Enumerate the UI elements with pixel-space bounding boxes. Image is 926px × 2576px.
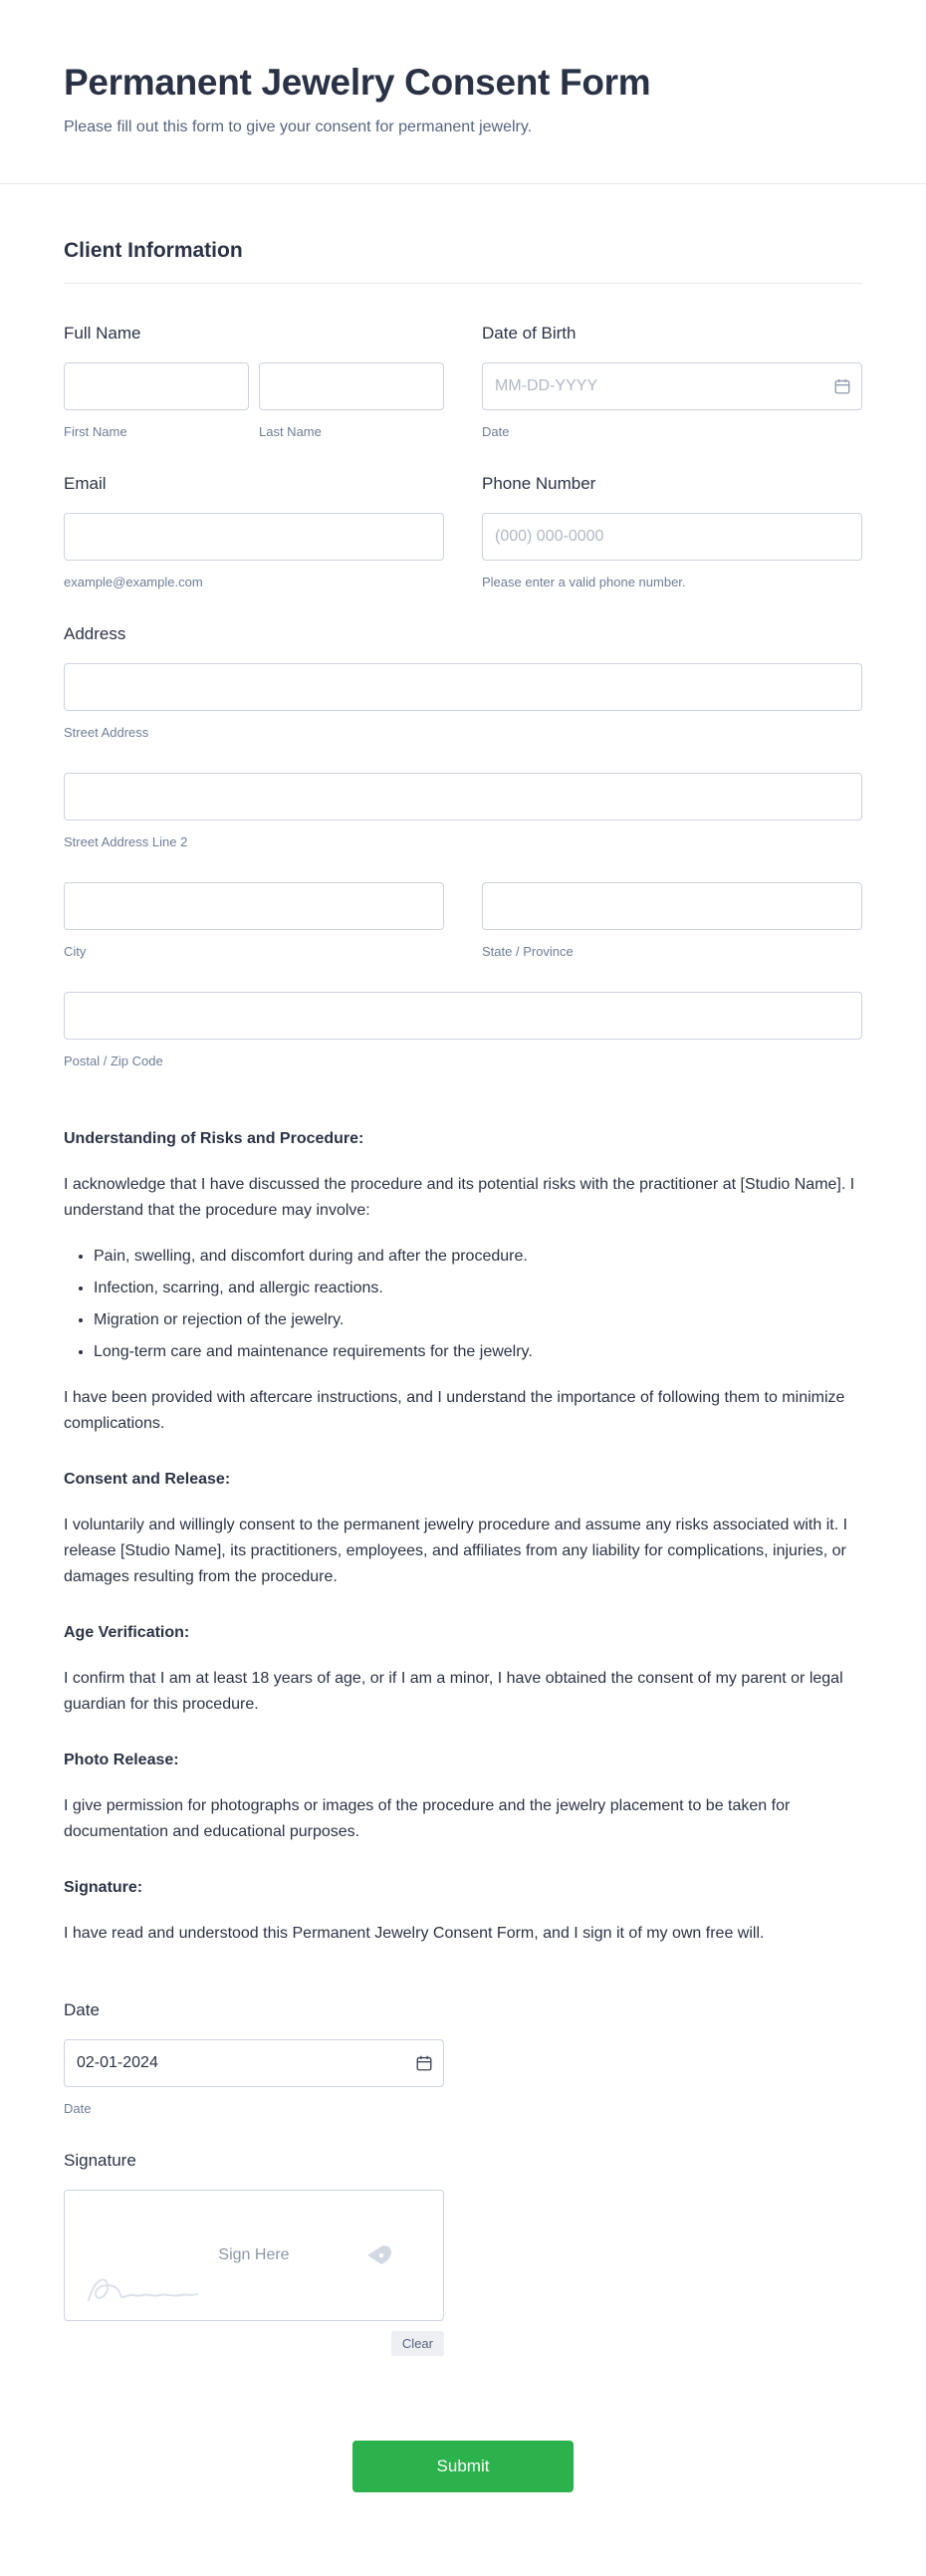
photo-release-heading: Photo Release: xyxy=(64,1752,179,1768)
field-phone xyxy=(482,473,862,590)
address-street-row xyxy=(64,663,862,741)
submit-button[interactable]: Submit xyxy=(352,2441,574,2492)
city-input[interactable] xyxy=(64,882,444,930)
phone-input[interactable] xyxy=(482,513,862,561)
state-sublabel: State / Province xyxy=(482,944,574,959)
first-name-input[interactable] xyxy=(64,362,249,410)
risks-bullet-list xyxy=(64,1244,862,1365)
bottom-fields xyxy=(64,1999,862,2542)
phone-sublabel: Please enter a valid phone number. xyxy=(482,575,686,589)
field-date xyxy=(64,1999,444,2117)
street-address-2-input[interactable] xyxy=(64,773,862,820)
email-sublabel: example@example.com xyxy=(64,575,203,589)
age-verification-paragraph: I confirm that I am at least 18 years of age, or if I am a minor, I have obtained the consent of my parent or legal guardian for this procedure. xyxy=(64,1670,843,1713)
signature-paragraph: I have read and understood this Permanent Jewelry Consent Form, and I sign it of my own free will. xyxy=(64,1925,765,1942)
calendar-icon[interactable] xyxy=(415,2054,433,2072)
signature-label: Signature xyxy=(64,2151,136,2170)
full-name-inputs xyxy=(64,362,444,440)
pen-nib-icon xyxy=(365,2243,393,2267)
consent-release-paragraph: I voluntarily and willingly consent to the permanent jewelry procedure and assume any risks associated with it. I release [Studio Name], its practitioners, employees, and affiliates from any liability for complications, injuries, or damages resulting from the procedure. xyxy=(64,1517,848,1585)
full-name-label: Full Name xyxy=(64,324,141,343)
street-address-input[interactable] xyxy=(64,663,862,711)
form-subtitle: Please fill out this form to give your consent for permanent jewelry. xyxy=(64,118,533,135)
first-name-sublabel: First Name xyxy=(64,424,127,439)
field-signature xyxy=(64,2150,862,2356)
field-full-name xyxy=(64,323,444,440)
sign-here-placeholder: Sign Here xyxy=(218,2246,290,2263)
signature-pad[interactable] xyxy=(64,2190,444,2321)
section-divider xyxy=(64,283,862,284)
date-sublabel: Date xyxy=(64,2101,92,2116)
last-name-input[interactable] xyxy=(259,362,444,410)
row-name-dob xyxy=(64,323,862,473)
risks-intro-paragraph: I acknowledge that I have discussed the procedure and its potential risks with the practitioner at [Studio Name]. I understand that the procedure may involve: xyxy=(64,1176,855,1219)
photo-release-paragraph: I give permission for photographs or images of the procedure and the jewelry placement to be taken for documentation and educational purposes. xyxy=(64,1797,791,1840)
calendar-icon[interactable] xyxy=(833,377,851,395)
email-input[interactable] xyxy=(64,513,444,561)
field-date-of-birth xyxy=(482,323,862,440)
aftercare-paragraph: I have been provided with aftercare instructions, and I understand the importance of following them to minimize complications. xyxy=(64,1389,845,1432)
address-city-state-row xyxy=(64,882,862,960)
last-name-sublabel: Last Name xyxy=(259,424,322,439)
dob-sublabel: Date xyxy=(482,424,510,439)
dob-input[interactable] xyxy=(482,362,862,410)
postal-code-sublabel: Postal / Zip Code xyxy=(64,1054,163,1068)
submit-row xyxy=(64,2441,862,2542)
form-body xyxy=(0,184,926,2542)
date-label: Date xyxy=(64,2000,100,2019)
signature-squiggle-decoration xyxy=(83,2262,202,2310)
email-label: Email xyxy=(64,474,107,493)
signature-actions xyxy=(64,2331,444,2356)
phone-label: Phone Number xyxy=(482,474,596,493)
street-address-2-sublabel: Street Address Line 2 xyxy=(64,834,188,849)
risk-bullet-item: • Long-term care and maintenance requirements for the jewelry. xyxy=(94,1339,862,1365)
form-header xyxy=(0,0,926,184)
risks-heading: Understanding of Risks and Procedure: xyxy=(64,1130,364,1147)
field-email xyxy=(64,473,444,590)
risk-bullet-item: • Pain, swelling, and discomfort during and after the procedure. xyxy=(94,1244,862,1270)
risk-bullet-item: • Infection, scarring, and allergic reactions. xyxy=(94,1276,862,1301)
city-sublabel: City xyxy=(64,944,87,959)
consent-release-heading: Consent and Release: xyxy=(64,1471,231,1488)
postal-code-input[interactable] xyxy=(64,992,862,1040)
date-input[interactable] xyxy=(64,2039,444,2087)
risk-bullet-item: • Migration or rejection of the jewelry. xyxy=(94,1307,862,1333)
section-title-client-information: Client Information xyxy=(64,239,243,262)
address-street2-row xyxy=(64,773,862,850)
consent-text-block xyxy=(64,1126,862,1947)
age-verification-heading: Age Verification: xyxy=(64,1624,190,1641)
address-postal-row xyxy=(64,992,862,1069)
dob-label: Date of Birth xyxy=(482,324,577,343)
address-label: Address xyxy=(64,624,126,643)
form-title: Permanent Jewelry Consent Form xyxy=(64,62,651,103)
row-email-phone xyxy=(64,473,862,623)
street-address-sublabel: Street Address xyxy=(64,725,149,740)
signature-heading: Signature: xyxy=(64,1879,143,1896)
state-input[interactable] xyxy=(482,882,862,930)
clear-button[interactable]: Clear xyxy=(391,2331,444,2356)
field-address xyxy=(64,623,862,1069)
